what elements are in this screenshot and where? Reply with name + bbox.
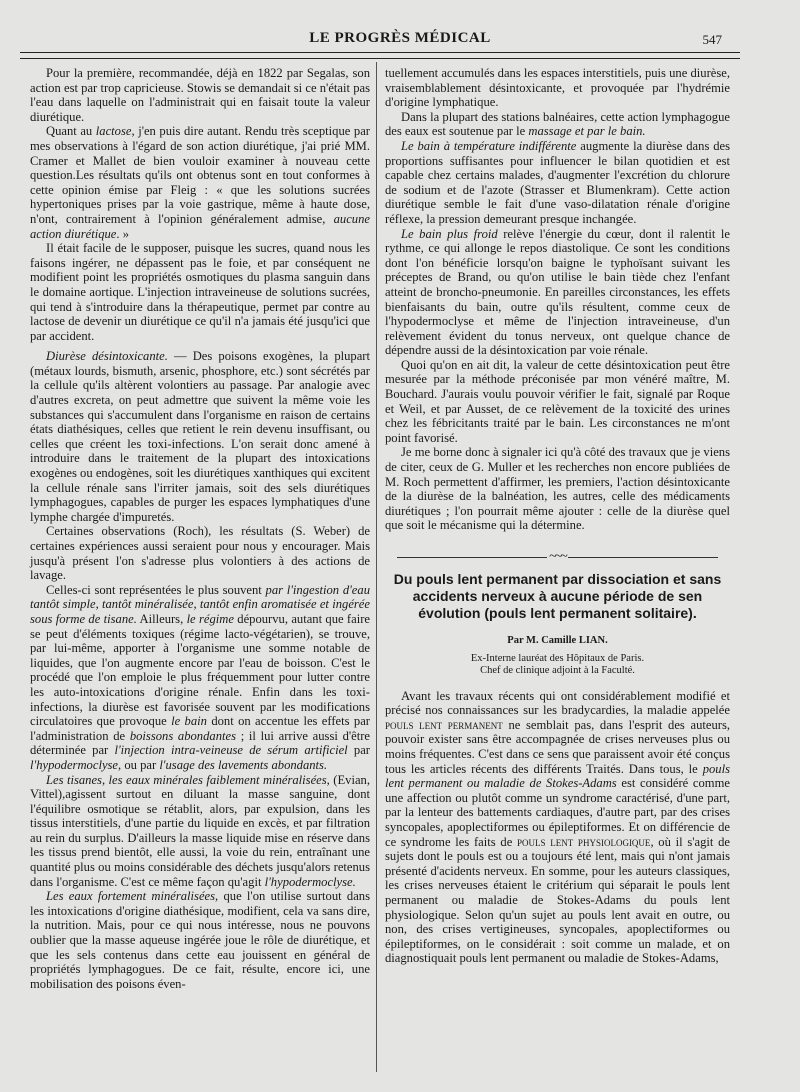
paragraph: Quoi qu'on en ait dit, la valeur de cette désintoxication peut être mesurée par la méthode préconisée par mon vénéré maître, M. Bouchard. J'aurais voulu pouvoir vérifier le fait, signalé par Roque et Weil, et par Ausset, de ce relèvement de la toxicité des urines chez les fébricitants traité par le bain. Les circonstances ne m'ont point favorisé. — [385, 357, 730, 445]
ornament-line-left — [397, 557, 547, 558]
paragraph: tuellement accumulés dans les espaces interstitiels, puis une diurèse, vraisemblablement désintoxicante, et provoquée par l'hydrémie d'origine lymphatique. — [385, 66, 730, 110]
header-rule — [20, 52, 740, 59]
paragraph: Quant au lactose, j'en puis dire autant. Rendu très sceptique par mes observations à l'égard de son action diurétique, j'ai prié MM. Cramer et Mallet de bien vouloir examiner à nouveau cette question.Les résultats qu'ils ont obtenus sont en tout conformes à cette opinion émise par Fleig : « que les solutions sucrées hypertoniques prises par la voie gastrique, même à haute dose, n'ont, contrairement à l'opinion généralement admise, aucune action diurétique. » — [30, 124, 370, 241]
right-column — [385, 66, 730, 966]
column-divider — [376, 62, 377, 1072]
paragraph: Le bain plus froid relève l'énergie du cœur, dont il ralentit le rythme, ce qui allonge le repos diastolique. Ce sont les conditions dont l'on bénéficie lorsqu'on baigne le typhoïsant suivant les préceptes de Brand, ou qu'on utilise le bain tiède chez l'enfant atteint de broncho-pneumonie. En pareilles circonstances, les effets bienfaisants du bain, outre qu'ils résultent, comme ceux de l'hypodermoclyse et même de l'injection intraveineuse, d'un relèvement évident du tonus nerveux, ont quelque chance de dépendre aussi de la désintoxication par voie rénale. — [385, 226, 730, 358]
paragraph: Les eaux fortement minéralisées, que l'on utilise surtout dans les intoxications d'origine diathésique, modifient, cela va sans dire, la nutrition. Mais, pour ce qui nous intéresse, nous ne pouvons oublier que la masse aqueuse ingérée joue le rôle de diurétique, et que les sels contenus dans cette eau jouissent en général de propriétés lymphagogues. De ce fait, résulte, encore ici, une mobilisation des poisons éven- — [30, 889, 370, 991]
ornament-line-right — [568, 557, 718, 558]
paragraph: Le bain à température indifférente augmente la diurèse dans des proportions suffisantes pour influencer le bilan quotidien et est capable chez certains malades, d'augmenter l'excrétion du chlorure de sodium et de l'azote (Strasser et Blumenkram). Cette action diurétique semble le fait d'une vaso-dilatation rénale d'origine réflexe, la pression demeurant presque inchangée. — [385, 138, 730, 226]
paragraph: Dans la plupart des stations balnéaires, cette action lymphagogue des eaux est soutenue par le massage et par le bain. — [385, 109, 730, 139]
journal-title: LE PROGRÈS MÉDICAL — [309, 30, 491, 46]
paragraph: Pour la première, recommandée, déjà en 1822 par Segalas, son action est par trop capricieuse. Stowis se demandait si ce n'était pas l'eau dans laquelle on l'administrait qui en faisait toute la valeur diurétique. — [30, 66, 370, 124]
paragraph: Diurèse désintoxicante. — Des poisons exogènes, la plupart (métaux lourds, bismuth, arsenic, phosphore, etc.) sont sécrétés par la cellule qu'ils altèrent volontiers au passage. Par analogie avec d'autres excreta, on peut admettre que suivent la même voie les substances qui s'accumulent dans l'organisme en raison de certains états diathésiques, celles que retient le rein devenu insuffisant, ou celles que créent les toxi-infections. L'on serait donc amené à introduire dans le traitement de la plupart des intoxications exogènes ou endogènes, soit les diurétiques xanthiques qui excitent la cellule rénale sans l'irriter jamais, soit des sels diurétiques lymphagogues, capables de purger les espaces lymphatiques d'une lymphe chargée d'impuretés. — [30, 349, 370, 524]
article-title: Du pouls lent permanent par dissociation et sans accidents nerveux à aucune période de sen évolution (pouls lent permanent solitaire). — [393, 571, 722, 621]
section-ornament — [385, 548, 730, 564]
page-number: 547 — [702, 32, 722, 47]
paragraph: Il était facile de le supposer, puisque les sucres, quand nous les faisons ingérer, ne dépassent pas le foie, et par conséquent ne modifient point les propriétés osmotiques du plasma sanguin dans le domaine aortique. L'injection intraveineuse de solutions sucrées, qui tend à s'introduire dans la thérapeutique, permet par contre au lactose de devenir un diurétique ce qu'il n'a jamais été jusqu'ici que par accident. — [30, 241, 370, 343]
section-heading: Diurèse désintoxicante. — [46, 349, 168, 364]
paragraph: Avant les travaux récents qui ont considérablement modifié et précisé nos connaissances sur les bradycardies, la maladie appelée pouls lent permanent ne semblait pas, dans l'esprit des auteurs, pouvoir exister sans être accompagnée de crises nerveuses plus ou moins fréquentes. C'est dans ce sens que paraissent avoir été conçus tous les articles récents des différents Traités. Dans tous, le pouls lent permanent ou maladie de Stokes-Adams est considéré comme une affection ou plutôt comme un syndrome caractérisé, d'une part, par la lenteur des battements cardiaques, d'autre part, par des crises syncopales, apoplectiformes ou épileptiformes. Et on différencie de ce syndrome les faits de pouls lent physiologique, où il s'agit de sujets dont le pouls est ou a toujours été lent, mais qui n'ont jamais présenté d'acidents nerveux. En somme, pour les auteurs classiques, les crises nerveuses étaient le critérium qui séparait le pouls lent permanent ou maladie de Stokes-Adams du pouls lent physiologique. Selon qu'un sujet au pouls lent avait en outre, ou non, des crises vertigineuses, syncopales, apoplectiformes ou épileptiformes, on le considérait : soit comme un malade, et on diagnostiquait pouls lent permanent ou maladie de Stokes-Adams, — [385, 688, 730, 966]
running-head — [0, 30, 800, 52]
author-byline: Par M. Camille LIAN. — [507, 635, 608, 646]
paragraph: Celles-ci sont représentées le plus souvent par l'ingestion d'eau tantôt simple, tantôt minéralisée, tantôt enfin aromatisée et ingérée sous forme de tisane. Ailleurs, le régime dépourvu, autant que faire se peut d'éléments toxiques (régime lacto-végétarien), se trouve, par lui-même, apporter à l'organisme une somme notable de liquides, que l'on augmente encore par l'eau de boisson. C'est le procédé que l'on emploie le plus fréquemment pour lutter contre les auto-intoxications d'origine rénale. Enfin dans les toxi-infections, la diurèse est favorisée souvent par les modifications circulatoires que provoque le bain dont on accentue les effets par l'administration de boissons abondantes ; il lui arrive aussi d'être déterminée par l'injection intra-veineuse de sérum artificiel par l'hypodermoclyse, ou par l'usage des lavements abondants. — [30, 582, 371, 772]
paragraph: Les tisanes, les eaux minérales faiblement minéralisées, (Evian, Vittel),agissent surtout en diluant la masse sanguine, dont l'équilibre osmotique se rétablit, alors, par expulsion, dans les tissus interstitiels, d'une partie du liquide en excès, et par filtration au rein du surplus. D'ailleurs la masse liquide mise en réserve dans les tissus prend bientôt, elle aussi, la voie du rein, entraînant une quantité plus ou moins considérable des déchets jusqu'alors retenus dans l'organisme. C'est ce même façon qu'agit l'hypodermoclyse. — [30, 772, 370, 889]
ornament-wave: ~~~ — [549, 548, 566, 564]
paragraph: Je me borne donc à signaler ici qu'à côté des travaux que je viens de citer, ceux de G. Muller et les recherches non encore publiées de M. Roch permettent d'affirmer, les premiers, l'action désintoxicante de la diurèse de la balnéation, les autres, celle des médicaments diurétiques ; l'on pourrait même ajouter : celle de la diurèse quel que soit le mécanisme qui la détermine. — [385, 445, 730, 533]
left-column — [30, 66, 370, 991]
paragraph: Certaines observations (Roch), les résultats (S. Weber) de certaines expériences aussi seraient pour nous y encourager. Mais jusqu'à présent l'on s'adresse plus volontiers à des actions de lavage. — [30, 524, 370, 583]
author-affiliation: Ex-Interne lauréat des Hôpitaux de Paris. Chef de clinique adjoint à la Faculté. — [470, 652, 645, 676]
